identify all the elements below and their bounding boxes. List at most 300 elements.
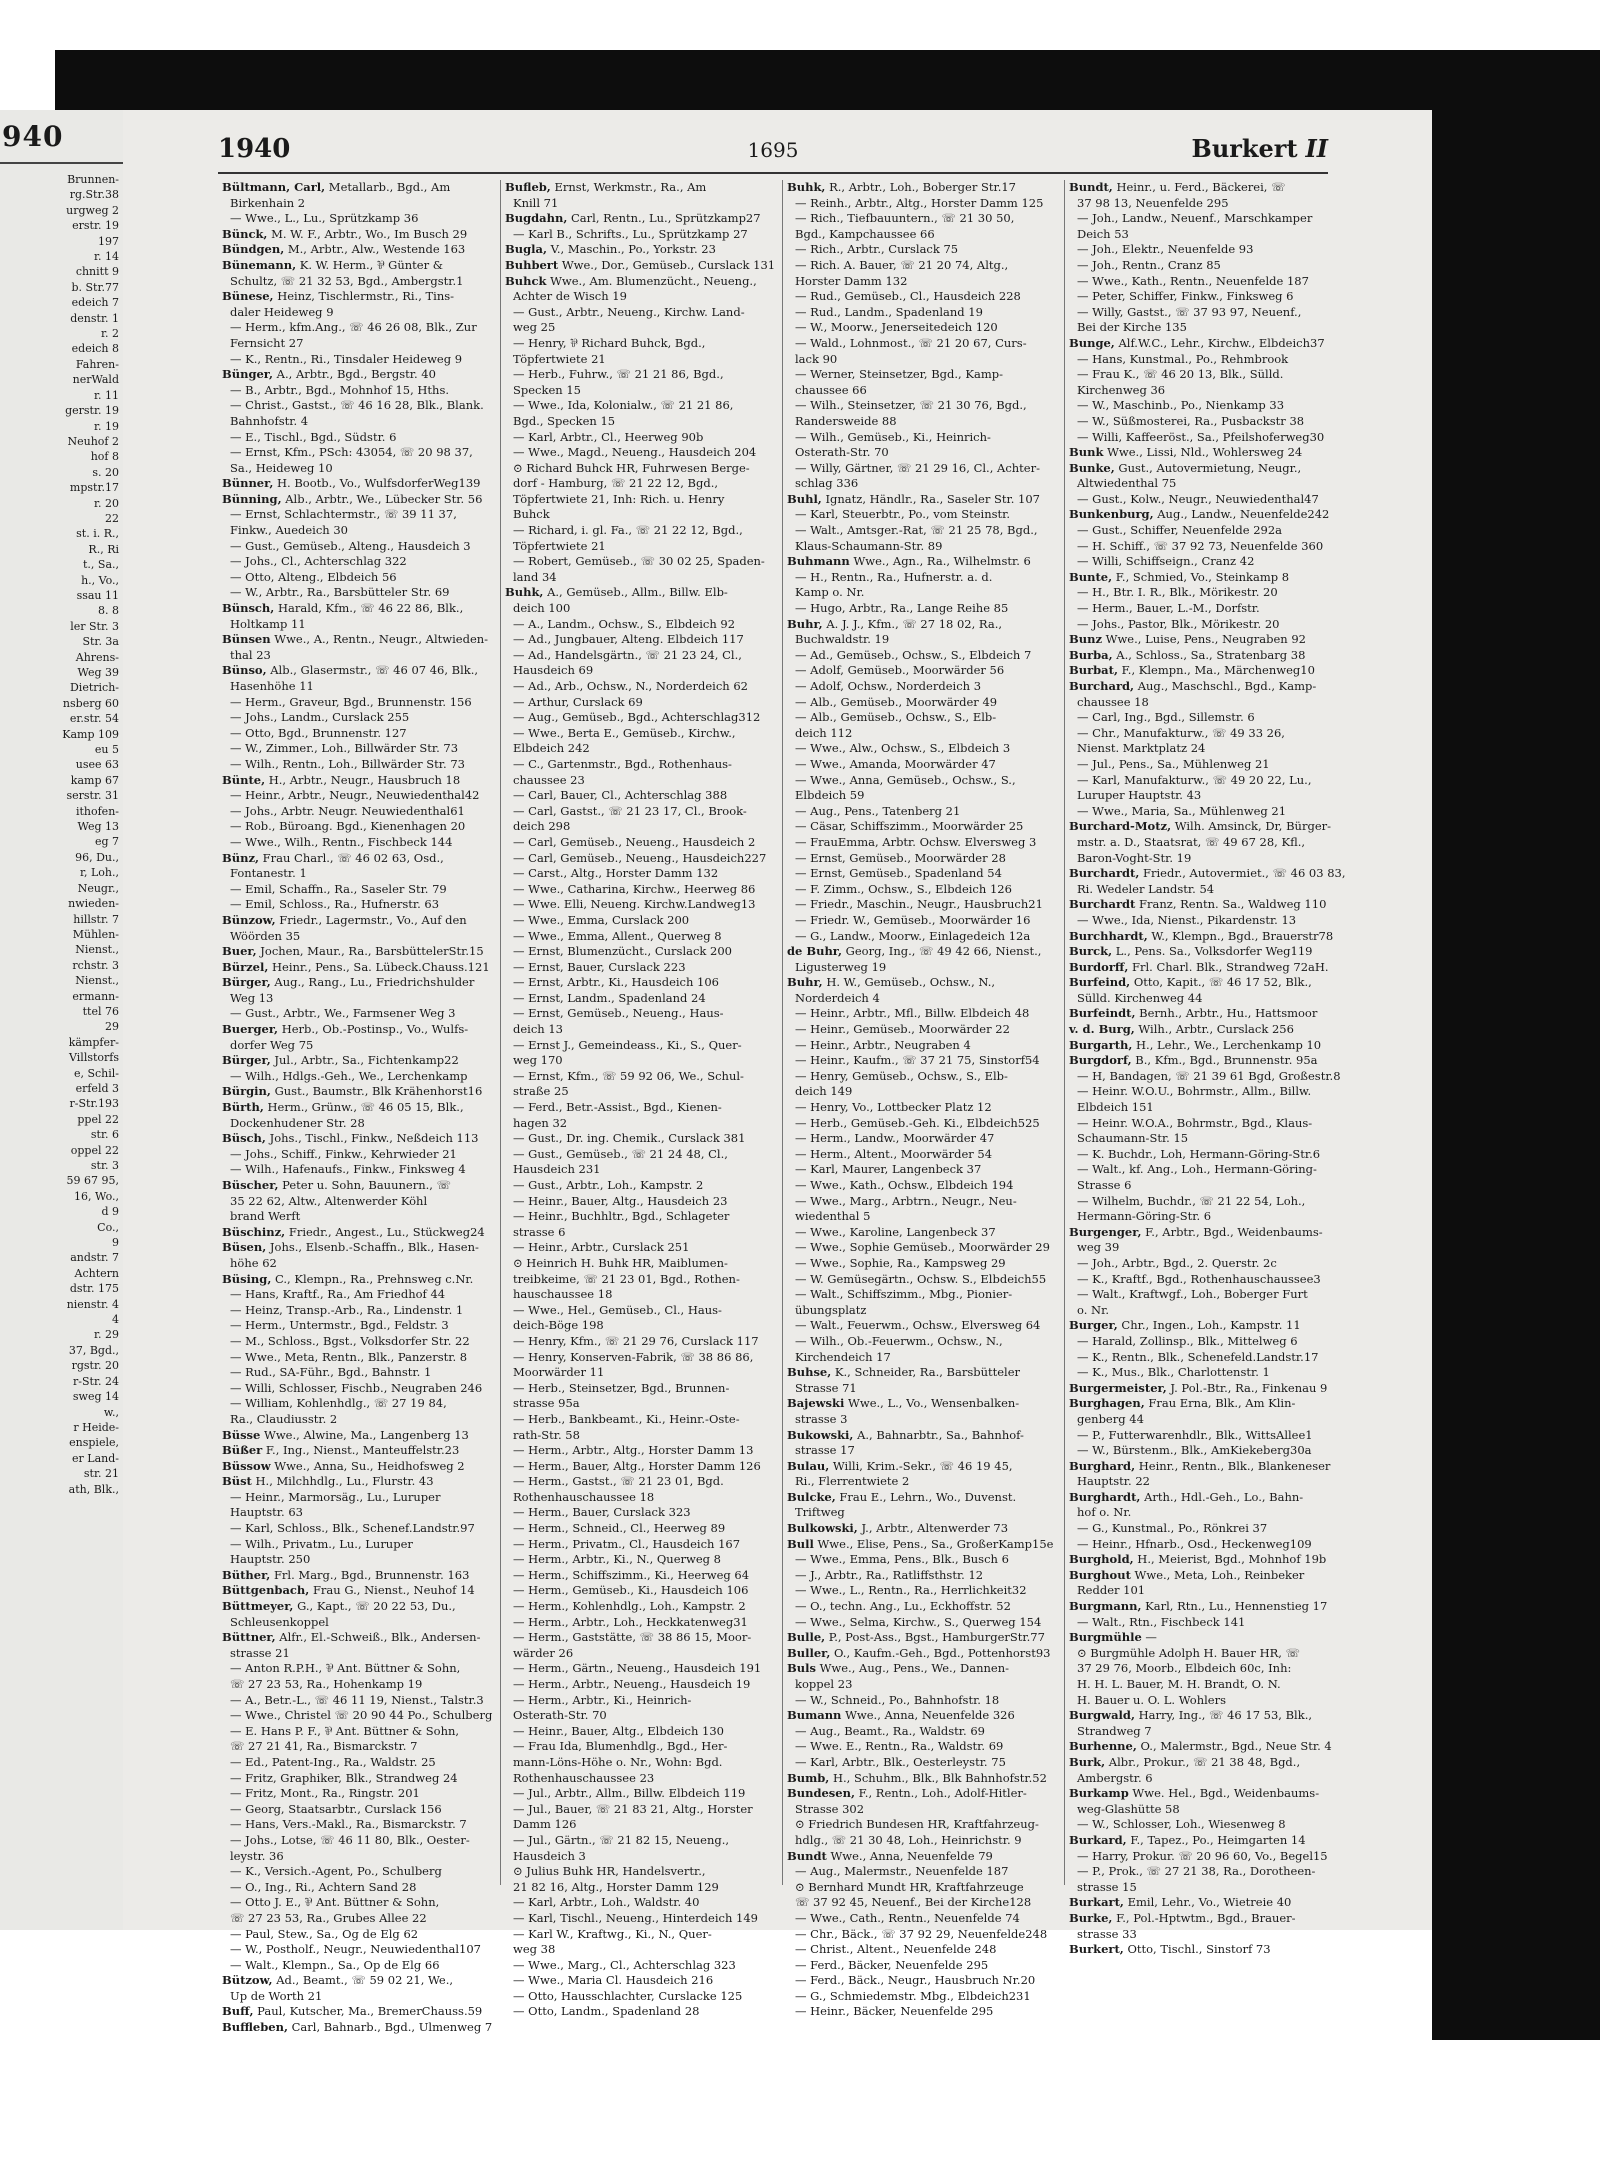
entry-continuation: Ambergstr. 6 bbox=[1077, 1770, 1153, 1785]
column-3 bbox=[782, 180, 1054, 2019]
directory-entry bbox=[222, 773, 482, 789]
entry-continuation: — Ernst, Kfm., PSch: 43054, ☏ 20 98 37, bbox=[230, 445, 473, 460]
entry-surname: Büst bbox=[222, 1474, 252, 1489]
entry-continuation: — Heinr., Buchhltr., Bgd., Schlageter bbox=[513, 1209, 730, 1224]
facing-page-header: 940 bbox=[2, 120, 64, 153]
entry-surname: Bünning, bbox=[222, 491, 282, 506]
directory-entry bbox=[222, 1443, 482, 1459]
facing-page-line: r, Loh., bbox=[79, 866, 119, 880]
entry-continuation: Klaus-Schaumann-Str. 89 bbox=[795, 538, 943, 553]
entry-details: O., Malermstr., Bgd., Neue Str. 4 bbox=[1136, 1739, 1332, 1754]
entry-continuation: Fernsicht 27 bbox=[230, 335, 304, 350]
entry-details: H., Schuhm., Blk., Blk Bahnhofstr.52 bbox=[829, 1770, 1047, 1785]
entry-surname: Burghagen, bbox=[1069, 1396, 1145, 1411]
entry-details: — bbox=[1141, 1630, 1157, 1645]
directory-entry bbox=[1069, 1739, 1332, 1755]
facing-page-line: Villstorfs bbox=[69, 1051, 119, 1065]
facing-page-line: chnitt 9 bbox=[75, 265, 119, 279]
entry-details: H. W., Gemüseb., Ochsw., N., bbox=[822, 975, 996, 990]
directory-entry bbox=[222, 913, 482, 929]
facing-page-line: str. 3 bbox=[90, 1159, 119, 1172]
entry-continuation: — FrauEmma, Arbtr. Ochsw. Elversweg 3 bbox=[795, 834, 1037, 849]
entry-continuation: — Friedr. W., Gemüseb., Moorwärder 16 bbox=[795, 912, 1031, 927]
entry-surname: Buff, bbox=[222, 2004, 254, 2019]
directory-entry bbox=[787, 492, 1047, 508]
entry-details: H., Lehr., We., Lerchenkamp 10 bbox=[1132, 1037, 1322, 1052]
entry-surname: Büttgenbach, bbox=[222, 1583, 310, 1598]
entry-continuation: — Ad., Arb., Ochsw., N., Norderdeich 62 bbox=[513, 679, 748, 693]
entry-continuation: — Ferd., Bäck., Neugr., Hausbruch Nr.20 bbox=[795, 1973, 1036, 1988]
entry-details: W., Klempn., Bgd., Brauerstr78 bbox=[1147, 928, 1334, 943]
entry-continuation: Buhck bbox=[513, 507, 550, 522]
entry-continuation: — Wilh., Rentn., Loh., Billwärder Str. 73 bbox=[230, 756, 465, 771]
entry-surname: Buhck bbox=[505, 273, 547, 288]
entry-surname: Buer, bbox=[222, 944, 257, 959]
entry-surname: Bünese, bbox=[222, 289, 274, 304]
directory-entry bbox=[787, 554, 1047, 570]
directory-entry bbox=[222, 975, 482, 991]
directory-entry bbox=[222, 476, 482, 492]
facing-page-line: Ahrens- bbox=[75, 650, 119, 664]
entry-surname: Büschinz, bbox=[222, 1224, 286, 1239]
entry-details: Jul., Arbtr., Sa., Fichtenkamp22 bbox=[270, 1053, 459, 1068]
entry-surname: Buller, bbox=[787, 1645, 831, 1660]
entry-continuation: übungsplatz bbox=[795, 1302, 867, 1317]
entry-surname: Bunge, bbox=[1069, 335, 1115, 350]
entry-continuation: — Ernst, Schlachtermstr., ☏ 39 11 37, bbox=[230, 507, 457, 522]
entry-continuation: weg 39 bbox=[1077, 1240, 1120, 1255]
facing-page-line: gerstr. 19 bbox=[65, 404, 119, 418]
directory-entry bbox=[505, 274, 765, 290]
facing-page-line: ithofen- bbox=[75, 804, 119, 818]
entry-continuation: — Christ., Altent., Neuenfelde 248 bbox=[795, 1942, 997, 1957]
entry-continuation: — Wwe., Ida, Nienst., Pikardenstr. 13 bbox=[1077, 912, 1297, 927]
directory-entry bbox=[222, 1084, 482, 1100]
entry-continuation: — Ed., Patent-Ing., Ra., Waldstr. 25 bbox=[230, 1754, 436, 1769]
entry-continuation: — Walt., Schiffszimm., Mbg., Pionier- bbox=[795, 1287, 1013, 1302]
entry-details: Heinr., u. Ferd., Bäckerei, ☏ bbox=[1112, 180, 1286, 194]
running-head bbox=[1192, 134, 1328, 163]
facing-page-line: kämpfer- bbox=[68, 1035, 119, 1049]
entry-continuation: — Heinr., Bäcker, Neuenfelde 295 bbox=[795, 2004, 994, 2019]
entry-surname: Bukowski, bbox=[787, 1427, 854, 1442]
entry-surname: Büther, bbox=[222, 1567, 271, 1582]
entry-continuation: — K., Versich.-Agent, Po., Schulberg bbox=[230, 1864, 442, 1879]
entry-continuation: — Carl, Ing., Bgd., Sillemstr. 6 bbox=[1077, 710, 1255, 725]
entry-surname: Bünz, bbox=[222, 850, 259, 865]
directory-entry bbox=[222, 851, 482, 867]
column-3-entries bbox=[783, 180, 1054, 2020]
entry-continuation: — Karl, Arbtr., Loh., Waldstr. 40 bbox=[513, 1895, 700, 1910]
entry-details: F., Arbtr., Bgd., Weidenbaums- bbox=[1141, 1224, 1323, 1239]
entry-details: A., Gemüseb., Allm., Billw. Elb- bbox=[543, 585, 728, 600]
entry-continuation: — Ferd., Bäcker, Neuenfelde 295 bbox=[795, 1957, 989, 1972]
entry-surname: Bunk bbox=[1069, 445, 1104, 460]
entry-continuation: — Alb., Gemüseb., Moorwärder 49 bbox=[795, 694, 998, 709]
facing-page-line: er.str. 54 bbox=[69, 712, 119, 726]
directory-entry bbox=[222, 2020, 493, 2036]
entry-continuation: — Herm., Altent., Moorwärder 54 bbox=[795, 1146, 993, 1161]
entry-continuation: strasse 15 bbox=[1077, 1879, 1137, 1894]
entry-surname: Bünzow, bbox=[222, 912, 276, 927]
directory-entry bbox=[787, 975, 1047, 991]
entry-details: Chr., Ingen., Loh., Kampstr. 11 bbox=[1117, 1318, 1301, 1333]
entry-surname: Burgmann, bbox=[1069, 1599, 1142, 1614]
facing-page-line: str. 6 bbox=[90, 1128, 119, 1142]
entry-surname: Büsch, bbox=[222, 1131, 266, 1146]
facing-page-line: Neugr., bbox=[77, 881, 119, 895]
entry-continuation: — Henry, Vo., Lottbecker Platz 12 bbox=[795, 1100, 992, 1115]
entry-continuation: Strasse 71 bbox=[795, 1380, 857, 1395]
entry-continuation: — Johs., Cl., Achterschlag 322 bbox=[230, 554, 407, 569]
facing-page-line: Nienst., bbox=[75, 974, 119, 988]
entry-continuation: — Aug., Pens., Tatenberg 21 bbox=[795, 803, 961, 818]
facing-page-line: 96, Du., bbox=[75, 850, 119, 864]
entry-surname: Bumb, bbox=[787, 1770, 830, 1785]
entry-surname: Bunte, bbox=[1069, 569, 1113, 584]
entry-continuation: — Wwe. E., Rentn., Ra., Waldstr. 69 bbox=[795, 1739, 1004, 1754]
entry-continuation: strasse 3 bbox=[795, 1411, 848, 1426]
facing-page-line: t., Sa., bbox=[83, 558, 119, 572]
entry-surname: Burkard, bbox=[1069, 1832, 1127, 1847]
entry-continuation: Specken 15 bbox=[513, 382, 581, 397]
facing-page-line: h., Vo., bbox=[81, 573, 119, 587]
entry-continuation: Horster Damm 132 bbox=[795, 273, 908, 288]
entry-surname: Bünte, bbox=[222, 772, 266, 787]
entry-continuation: — Alb., Gemüseb., Ochsw., S., Elb- bbox=[795, 710, 997, 725]
entry-continuation: — Jul., Arbtr., Allm., Billw. Elbdeich 119 bbox=[513, 1786, 746, 1801]
entry-continuation: ⊙ Friedrich Bundesen HR, Kraftfahrzeug- bbox=[795, 1817, 1039, 1832]
entry-details: Wwe., L., Vo., Wensenbalken- bbox=[844, 1396, 1020, 1411]
facing-page-line: 37, Bgd., bbox=[68, 1343, 119, 1357]
entry-continuation: strasse 33 bbox=[1077, 1926, 1137, 1941]
entry-continuation: — W., Arbtr., Ra., Barsbütteler Str. 69 bbox=[230, 585, 450, 600]
entry-details: Bernh., Arbtr., Hu., Hattsmoor bbox=[1135, 1006, 1318, 1021]
entry-continuation: — Wwe., Cath., Rentn., Neuenfelde 74 bbox=[795, 1910, 1020, 1925]
entry-continuation: — Wwe., Anna, Gemüseb., Ochsw., S., bbox=[795, 772, 1016, 787]
entry-continuation: weg 25 bbox=[513, 320, 556, 335]
entry-details: Aug., Maschschl., Bgd., Kamp- bbox=[1134, 679, 1317, 693]
entry-surname: Bulkowski, bbox=[787, 1521, 858, 1536]
facing-page-line: ermann- bbox=[72, 989, 119, 1003]
entry-continuation: chaussee 66 bbox=[795, 382, 867, 397]
entry-continuation: — K., Kraftf., Bgd., Rothenhauschaussee3 bbox=[1077, 1271, 1321, 1286]
directory-entry bbox=[222, 1568, 482, 1584]
directory-entry bbox=[1069, 570, 1329, 586]
entry-continuation: Töpfertwiete 21, Inh: Rich. u. Henry bbox=[513, 491, 725, 506]
entry-details: Carl, Rentn., Lu., Sprützkamp27 bbox=[567, 211, 761, 226]
entry-continuation: — Herm., Gaststätte, ☏ 38 86 15, Moor- bbox=[513, 1630, 752, 1645]
entry-continuation: rath-Str. 58 bbox=[513, 1427, 580, 1442]
directory-entry bbox=[1069, 1318, 1329, 1334]
entry-surname: Burgenger, bbox=[1069, 1224, 1142, 1239]
entry-continuation: — Wwe., Alw., Ochsw., S., Elbdeich 3 bbox=[795, 741, 1011, 756]
entry-continuation: — Wwe., L., Lu., Sprützkamp 36 bbox=[230, 211, 419, 226]
directory-entry bbox=[1069, 1006, 1329, 1022]
entry-continuation: strasse 17 bbox=[795, 1443, 855, 1458]
entry-continuation: — Ernst, Gemüseb., Neueng., Haus- bbox=[513, 1006, 724, 1021]
entry-continuation: — Ernst, Landm., Spadenland 24 bbox=[513, 990, 706, 1005]
facing-page-line: e, Schil- bbox=[73, 1066, 119, 1080]
entry-details: Johs., Elsenb.-Schaffn., Blk., Hasen- bbox=[266, 1240, 479, 1255]
entry-details: Gust., Autovermietung, Neugr., bbox=[1114, 460, 1302, 475]
directory-entry bbox=[787, 180, 1047, 196]
entry-continuation: — Herm., Arbtr., Ki., N., Querweg 8 bbox=[513, 1552, 721, 1567]
directory-entry bbox=[1069, 663, 1329, 679]
directory-entry bbox=[1069, 1911, 1329, 1927]
entry-continuation: — Herb., Steinsetzer, Bgd., Brunnen- bbox=[513, 1380, 730, 1395]
facing-page-line: Co., bbox=[97, 1220, 119, 1234]
entry-continuation: — Johs., Lotse, ☏ 46 11 80, Blk., Oester- bbox=[230, 1832, 470, 1847]
facing-page-line: b. Str.77 bbox=[71, 280, 119, 294]
directory-entry bbox=[222, 1224, 485, 1241]
entry-continuation: — Wilh., Privatm., Lu., Luruper bbox=[230, 1536, 413, 1551]
entry-continuation: straße 25 bbox=[513, 1084, 569, 1099]
entry-details: Wwe., Anna, Su., Heidhofsweg 2 bbox=[270, 1458, 465, 1473]
facing-page-line: ath, Blk., bbox=[68, 1482, 119, 1496]
directory-entry bbox=[222, 601, 482, 617]
facing-page-line: Mühlen- bbox=[72, 927, 119, 941]
entry-continuation: — Wwe., Emma, Pens., Blk., Busch 6 bbox=[795, 1552, 1009, 1567]
entry-continuation: — Robert, Gemüseb., ☏ 30 02 25, Spaden- bbox=[513, 554, 765, 569]
entry-continuation: — Heinr., Marmorsäg., Lu., Luruper bbox=[230, 1489, 441, 1504]
page-header bbox=[218, 132, 1328, 174]
entry-continuation: — Heinr. W.O.A., Bohrmstr., Bgd., Klaus- bbox=[1077, 1115, 1313, 1130]
entry-continuation: Strasse 302 bbox=[795, 1801, 865, 1816]
entry-surname: Bundt, bbox=[1069, 180, 1113, 194]
entry-details: Otto, Kapit., ☏ 46 17 52, Blk., bbox=[1130, 975, 1312, 990]
entry-continuation: — Herb., Bankbeamt., Ki., Heinr.-Oste- bbox=[513, 1411, 740, 1426]
entry-surname: Büttmeyer, bbox=[222, 1599, 294, 1614]
entry-surname: Büsing, bbox=[222, 1271, 272, 1286]
entry-continuation: — Rud., SA-Führ., Bgd., Bahnstr. 1 bbox=[230, 1365, 432, 1380]
entry-continuation: — W., Schlosser, Loh., Wiesenweg 8 bbox=[1077, 1817, 1286, 1832]
entry-surname: Buhse, bbox=[787, 1365, 832, 1380]
entry-continuation: — Rich., Tiefbauuntern., ☏ 21 30 50, bbox=[795, 211, 1015, 226]
entry-continuation: — Willi, Schiffseign., Cranz 42 bbox=[1077, 554, 1255, 569]
entry-continuation: — Heinr., Arbtr., Mfl., Billw. Elbdeich 48 bbox=[795, 1006, 1030, 1021]
entry-continuation: ⊙ Julius Buhk HR, Handelsvertr., bbox=[513, 1864, 706, 1879]
entry-surname: Burchhardt, bbox=[1069, 928, 1148, 943]
entry-surname: Bulcke, bbox=[787, 1489, 836, 1504]
entry-continuation: lack 90 bbox=[795, 351, 838, 366]
entry-details: M., Arbtr., Alw., Westende 163 bbox=[284, 242, 466, 257]
entry-surname: Burgermeister, bbox=[1069, 1380, 1167, 1395]
directory-entry bbox=[1069, 648, 1329, 664]
facing-page-line: 9 bbox=[112, 1236, 119, 1250]
entry-surname: Bünso, bbox=[222, 663, 267, 678]
directory-entry bbox=[1069, 632, 1329, 648]
entry-continuation: ⊙ Bernhard Mundt HR, Kraftfahrzeuge bbox=[795, 1879, 1024, 1894]
facing-page-line: Fahren- bbox=[75, 357, 119, 371]
facing-page-line: str. 21 bbox=[83, 1467, 119, 1481]
facing-page-line: 8. 8 bbox=[98, 604, 119, 618]
entry-continuation: chaussee 23 bbox=[513, 772, 585, 787]
entry-continuation: — Carl, Gemüseb., Neueng., Hausdeich 2 bbox=[513, 834, 756, 849]
entry-continuation: — Walt., Feuerwm., Ochsw., Elversweg 64 bbox=[795, 1318, 1041, 1333]
entry-continuation: — Adolf, Gemüseb., Moorwärder 56 bbox=[795, 663, 1005, 678]
directory-entry bbox=[222, 663, 482, 679]
entry-continuation: — Willy, Gastst., ☏ 37 93 97, Neuenf., bbox=[1077, 304, 1302, 319]
entry-details: K. W. Herm., ⅌ Günter & bbox=[296, 257, 443, 272]
entry-continuation: — Herm., Privatm., Cl., Hausdeich 167 bbox=[513, 1536, 741, 1551]
entry-continuation: — Rob., Büroang. Bgd., Kienenhagen 20 bbox=[230, 819, 466, 834]
entry-continuation: Elbdeich 59 bbox=[795, 788, 865, 803]
facing-page-line: nsberg 60 bbox=[62, 696, 119, 710]
entry-continuation: — Wwe., Berta E., Gemüseb., Kirchw., bbox=[513, 725, 736, 740]
entry-continuation: deich 112 bbox=[795, 725, 853, 740]
entry-continuation: Baron-Voght-Str. 19 bbox=[1077, 850, 1192, 865]
directory-entry bbox=[222, 1100, 482, 1116]
entry-continuation: — Wwe., Amanda, Moorwärder 47 bbox=[795, 756, 996, 771]
directory-entry bbox=[222, 1131, 482, 1147]
entry-surname: Bulle, bbox=[787, 1630, 826, 1645]
entry-continuation: Moorwärder 11 bbox=[513, 1365, 605, 1380]
entry-continuation: — Herm., Kohlenhdlg., Loh., Kampstr. 2 bbox=[513, 1599, 746, 1614]
facing-page-line: r-Str.193 bbox=[69, 1097, 119, 1111]
entry-continuation: ⊙ Burgmühle Adolph H. Bauer HR, ☏ bbox=[1077, 1645, 1300, 1660]
facing-page-line: ssau 11 bbox=[76, 588, 119, 602]
directory-entry bbox=[787, 1490, 1047, 1506]
directory-entry bbox=[787, 1536, 1054, 1553]
entry-continuation: Hauptstr. 250 bbox=[230, 1552, 311, 1567]
entry-details: Wilh. Amsinck, Dr, Bürger- bbox=[1171, 819, 1332, 834]
entry-continuation: — Karl, Steuerbtr., Po., vom Steinstr. bbox=[795, 507, 1011, 522]
entry-surname: Büscher, bbox=[222, 1178, 279, 1192]
facing-page-rule bbox=[0, 162, 123, 164]
entry-continuation: — K. Buchdr., Loh, Hermann-Göring-Str.6 bbox=[1077, 1146, 1321, 1161]
directory-entry bbox=[222, 1240, 482, 1256]
entry-continuation: Deich 53 bbox=[1077, 226, 1129, 241]
entry-continuation: Hausdeich 231 bbox=[513, 1162, 601, 1177]
entry-details: J. Pol.-Btr., Ra., Finkenau 9 bbox=[1166, 1380, 1328, 1395]
entry-surname: Bürth, bbox=[222, 1100, 264, 1115]
entry-continuation: — Rich. A. Bauer, ☏ 21 20 74, Altg., bbox=[795, 257, 1009, 272]
directory-entry bbox=[787, 1661, 1047, 1677]
entry-continuation: — Wwe., Kath., Ochsw., Elbdeich 194 bbox=[795, 1178, 1014, 1192]
entry-continuation: — Hans, Kunstmal., Po., Rehmbrook bbox=[1077, 351, 1289, 366]
entry-surname: Bundesen, bbox=[787, 1786, 855, 1801]
entry-continuation: leystr. 36 bbox=[230, 1848, 284, 1863]
entry-details: F., Schmied, Vo., Steinkamp 8 bbox=[1112, 569, 1290, 584]
entry-continuation: — E. Hans P. F., ⅌ Ant. Büttner & Sohn, bbox=[230, 1723, 460, 1738]
directory-entry bbox=[1069, 336, 1329, 352]
facing-page-line: ttel 76 bbox=[82, 1004, 119, 1018]
directory-entry bbox=[1069, 461, 1329, 477]
entry-continuation: — Chr., Manufakturw., ☏ 49 33 26, bbox=[1077, 725, 1285, 740]
entry-continuation: Kirchenweg 36 bbox=[1077, 382, 1166, 397]
directory-entry bbox=[1069, 1396, 1329, 1412]
entry-continuation: — W., Bürstenm., Blk., AmKiekeberg30a bbox=[1077, 1443, 1312, 1458]
entry-continuation: — Ernst, Arbtr., Ki., Hausdeich 106 bbox=[513, 975, 720, 990]
entry-continuation: Rothenhauschaussee 23 bbox=[513, 1770, 655, 1785]
entry-details: Frl. Marg., Bgd., Brunnenstr. 163 bbox=[270, 1567, 470, 1582]
directory-entry bbox=[222, 227, 482, 243]
entry-surname: Buhbert bbox=[505, 257, 559, 272]
entry-continuation: — Herm., Arbtr., Altg., Horster Damm 13 bbox=[513, 1443, 754, 1458]
entry-continuation: Strandweg 7 bbox=[1077, 1723, 1152, 1738]
entry-continuation: — Karl, Maurer, Langenbeck 37 bbox=[795, 1162, 982, 1177]
entry-continuation: — Hans, Vers.-Makl., Ra., Bismarckstr. 7 bbox=[230, 1817, 467, 1832]
entry-surname: Burgwald, bbox=[1069, 1708, 1135, 1723]
entry-surname: Bumann bbox=[787, 1708, 842, 1723]
facing-page-line: Nienst., bbox=[75, 943, 119, 957]
entry-surname: Burfeind, bbox=[1069, 975, 1131, 990]
entry-surname: Bünsch, bbox=[222, 601, 275, 616]
entry-continuation: — Herm., Schneid., Cl., Heerweg 89 bbox=[513, 1521, 726, 1536]
entry-continuation: Hasenhöhe 11 bbox=[230, 679, 314, 693]
entry-details: Aug., Landw., Neuenfelde242 bbox=[1153, 507, 1330, 522]
entry-continuation: — H., Rentn., Ra., Hufnerstr. a. d. bbox=[795, 569, 993, 584]
entry-continuation: — Herm., kfm.Ang., ☏ 46 26 08, Blk., Zur bbox=[230, 320, 477, 335]
entry-continuation: Bei der Kirche 135 bbox=[1077, 320, 1187, 335]
entry-details: H., Meierist, Bgd., Mohnhof 19b bbox=[1133, 1552, 1327, 1567]
directory-entry bbox=[222, 944, 482, 960]
entry-details: Frl. Charl. Blk., Strandweg 72aH. bbox=[1128, 959, 1329, 974]
entry-details: Wwe., Dor., Gemüseb., Curslack 131 bbox=[558, 257, 776, 272]
facing-page-line: andstr. 7 bbox=[70, 1251, 119, 1265]
entry-continuation: — Otto, Hausschlachter, Curslacke 125 bbox=[513, 1988, 743, 2003]
facing-page-line: Neuhof 2 bbox=[67, 434, 119, 448]
directory-entry bbox=[787, 1365, 1047, 1381]
entry-continuation: strasse 21 bbox=[230, 1645, 290, 1660]
facing-page-line: 197 bbox=[98, 234, 119, 248]
entry-details: Harry, Ing., ☏ 46 17 53, Blk., bbox=[1134, 1708, 1313, 1723]
entry-continuation: Hausdeich 69 bbox=[513, 663, 594, 678]
entry-continuation: ☏ 37 92 45, Neuenf., Bei der Kirche128 bbox=[795, 1895, 1032, 1910]
entry-continuation: Redder 101 bbox=[1077, 1583, 1146, 1598]
entry-details: Ignatz, Händlr., Ra., Saseler Str. 107 bbox=[821, 491, 1040, 506]
entry-continuation: — A., Betr.-L., ☏ 46 11 19, Nienst., Talstr.3 bbox=[230, 1692, 484, 1707]
entry-surname: Buerger, bbox=[222, 1022, 279, 1037]
entry-continuation: — Gust., Gemüseb., ☏ 21 24 48, Cl., bbox=[513, 1146, 728, 1161]
entry-details: Frau E., Lehrn., Wo., Duvenst. bbox=[835, 1489, 1017, 1504]
entry-continuation: Finkw., Auedeich 30 bbox=[230, 523, 348, 538]
facing-page-line: kamp 67 bbox=[70, 773, 119, 787]
entry-continuation: — F. Zimm., Ochsw., S., Elbdeich 126 bbox=[795, 881, 1012, 896]
directory-entry bbox=[1069, 1381, 1329, 1397]
entry-continuation: — Herm., Untermstr., Bgd., Feldstr. 3 bbox=[230, 1318, 449, 1333]
entry-continuation: — Ernst J., Gemeindeass., Ki., S., Quer- bbox=[513, 1037, 742, 1052]
facing-page-line: dstr. 175 bbox=[69, 1282, 119, 1296]
entry-continuation: — Chr., Bäck., ☏ 37 92 29, Neuenfelde248 bbox=[795, 1926, 1048, 1941]
entry-continuation: Knill 71 bbox=[513, 195, 559, 210]
entry-continuation: — Hans, Kraftf., Ra., Am Friedhof 44 bbox=[230, 1287, 446, 1302]
entry-continuation: ☏ 27 21 41, Ra., Bismarckstr. 7 bbox=[230, 1739, 418, 1754]
directory-columns bbox=[218, 180, 1346, 2035]
entry-surname: Burger, bbox=[1069, 1318, 1118, 1333]
entry-details: Frau Erna, Blk., Am Klin- bbox=[1144, 1396, 1296, 1411]
entry-continuation: — Heinr., Hfnarb., Osd., Heckenweg109 bbox=[1077, 1536, 1312, 1551]
entry-continuation: — Johs., Schiff., Finkw., Kehrwieder 21 bbox=[230, 1146, 457, 1161]
entry-continuation: — Gust., Schiffer, Neuenfelde 292a bbox=[1077, 523, 1283, 538]
entry-continuation: — Heinr., Bauer, Altg., Hausdeich 23 bbox=[513, 1193, 728, 1208]
entry-continuation: Wöörden 35 bbox=[230, 928, 301, 943]
facing-page-line: er Land- bbox=[72, 1451, 119, 1465]
entry-continuation: — Henry, Gemüseb., Ochsw., S., Elb- bbox=[795, 1068, 1008, 1083]
entry-continuation: — Walt., Kraftwgf., Loh., Boberger Furt bbox=[1077, 1287, 1308, 1302]
entry-continuation: 37 98 13, Neuenfelde 295 bbox=[1077, 195, 1229, 210]
entry-details: Willi, Krim.-Sekr., ☏ 46 19 45, bbox=[829, 1458, 1013, 1473]
entry-continuation: — Karl, Arbtr., Cl., Heerweg 90b bbox=[513, 429, 704, 444]
entry-continuation: Ri. Wedeler Landstr. 54 bbox=[1077, 881, 1215, 896]
entry-surname: Bundt bbox=[787, 1848, 827, 1863]
entry-continuation: — Walt., Klempn., Sa., Op de Elg 66 bbox=[230, 1957, 440, 1972]
entry-continuation: — Wwe., Christel ☏ 20 90 44 Po., Schulberg bbox=[230, 1708, 493, 1723]
entry-details: Alb., Arbtr., We., Lübecker Str. 56 bbox=[281, 491, 483, 506]
entry-continuation: — W. Gemüsegärtn., Ochsw. S., Elbdeich55 bbox=[795, 1271, 1047, 1286]
entry-continuation: koppel 23 bbox=[795, 1677, 853, 1691]
